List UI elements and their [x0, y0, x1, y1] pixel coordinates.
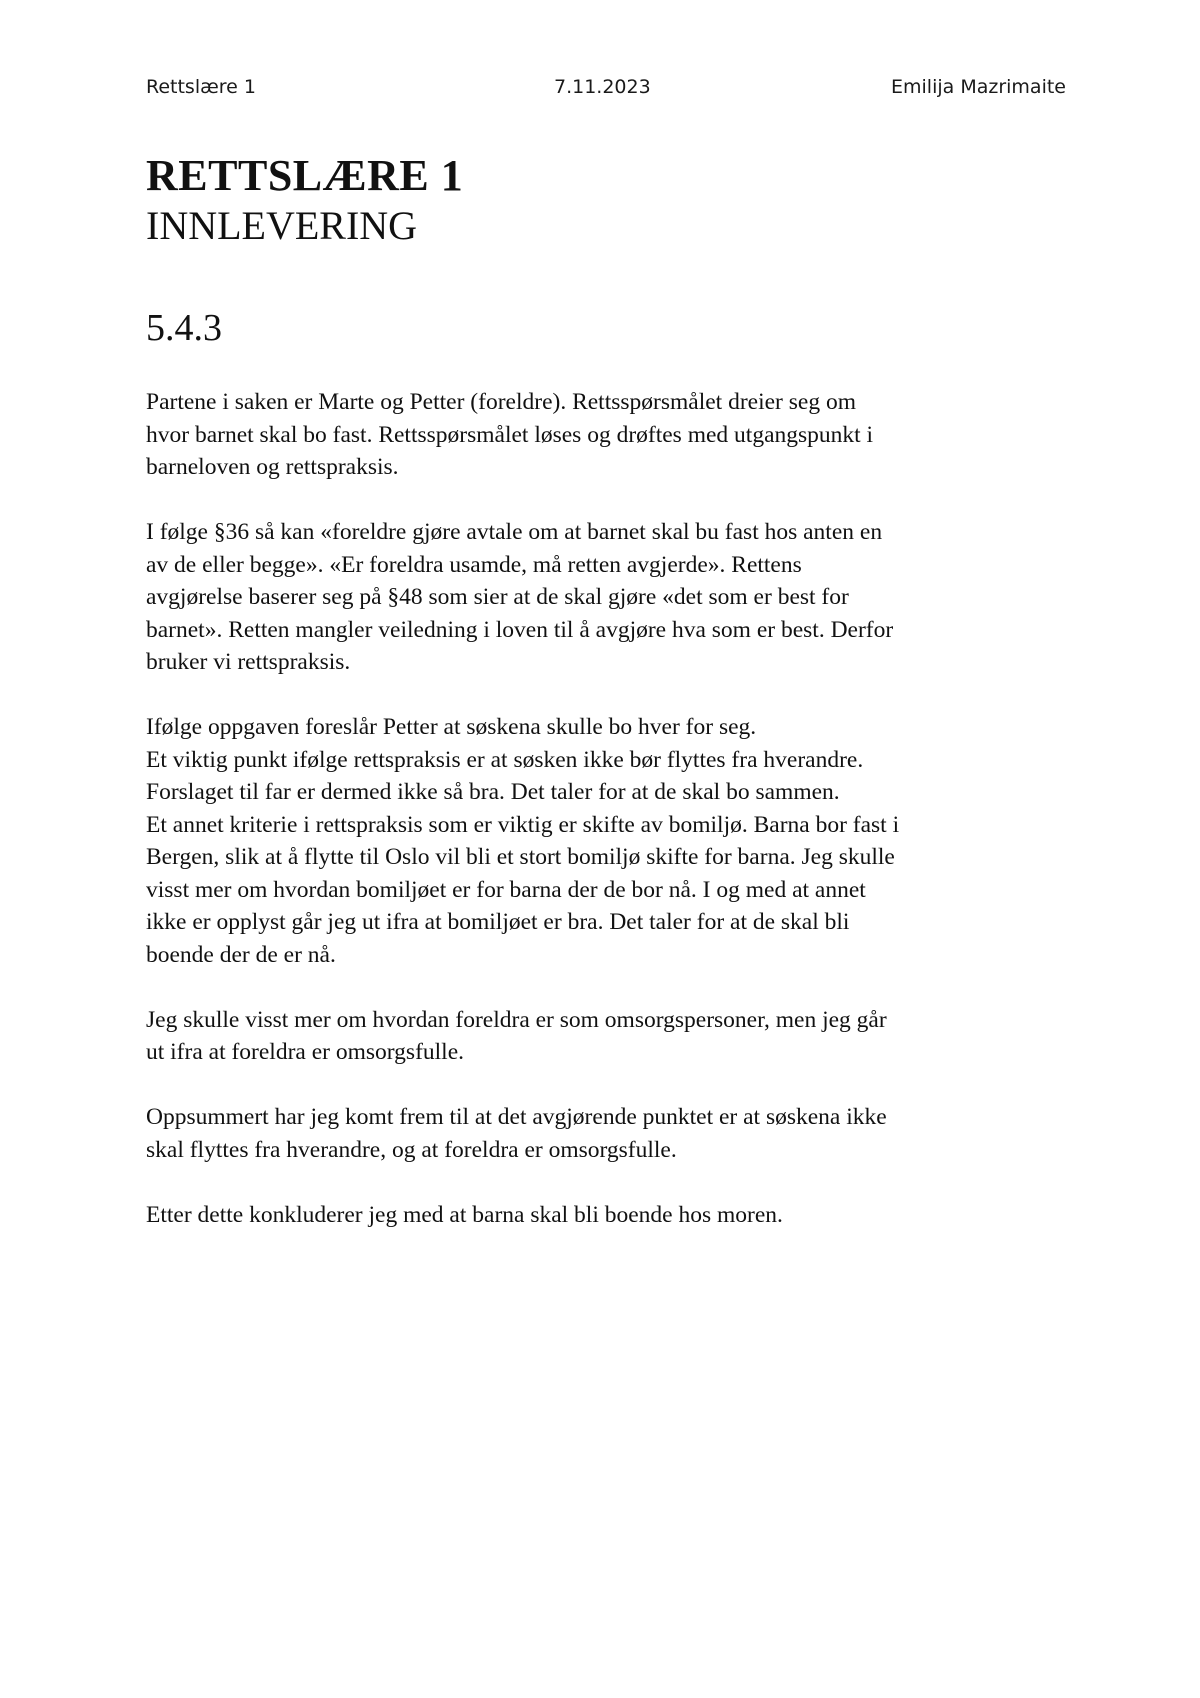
text-line: Et viktig punkt ifølge rettspraksis er at søsken ikke bør flyttes fra hverandre.	[146, 746, 864, 773]
text-line: bruker vi rettspraksis.	[146, 649, 351, 675]
header-course: Rettslære 1	[146, 76, 256, 98]
text-line: skal flyttes fra hverandre, og at foreldra er omsorgsfulle.	[146, 1136, 677, 1163]
text-line: visst mer om hvordan bomiljøet er for barna der de bor nå. I og med at annet	[146, 876, 866, 903]
text-line: barnet». Retten mangler veiledning i loven til å avgjøre hva som er best. Derfor	[146, 616, 894, 643]
text-line: Oppsummert har jeg komt frem til at det avgjørende punktet er at søskena ikke	[146, 1104, 887, 1130]
text-line: avgjørelse baserer seg på §48 som sier at de skal gjøre «det som er best for	[146, 584, 849, 610]
text-line: I følge §36 så kan «foreldre gjøre avtale om at barnet skal bu fast hos anten en	[146, 519, 883, 545]
text-line: barneloven og rettspraksis.	[146, 454, 399, 480]
paragraph	[146, 1199, 1076, 1232]
text-line: Bergen, slik at å flytte til Oslo vil bli et stort bomiljø skifte for barna. Jeg skulle	[146, 844, 895, 870]
text-line: boende der de er nå.	[146, 941, 336, 968]
header-date: 7.11.2023	[554, 76, 651, 98]
document-body	[146, 386, 1076, 1264]
header-author: Emilija Mazrimaite	[891, 76, 1066, 98]
paragraph	[146, 516, 1076, 679]
text-line: Jeg skulle visst mer om hvordan foreldra er som omsorgspersoner, men jeg går	[146, 1006, 887, 1033]
paragraph	[146, 711, 1076, 971]
paragraph	[146, 1101, 1076, 1166]
paragraph	[146, 386, 1076, 484]
paragraph	[146, 1004, 1076, 1069]
section-heading: 5.4.3	[146, 307, 222, 349]
page-header	[146, 76, 1066, 106]
document-title: RETTSLÆRE 1	[146, 151, 464, 200]
text-line: ikke er opplyst går jeg ut ifra at bomiljøet er bra. Det taler for at de skal bli	[146, 909, 850, 935]
text-line: hvor barnet skal bo fast. Rettsspørsmålet løses og drøftes med utgangspunkt i	[146, 421, 874, 448]
text-line: Etter dette konkluderer jeg med at barna skal bli boende hos moren.	[146, 1201, 783, 1228]
text-line: Et annet kriterie i rettspraksis som er viktig er skifte av bomiljø. Barna bor fast i	[146, 811, 900, 838]
text-line: ut ifra at foreldra er omsorgsfulle.	[146, 1039, 465, 1065]
document-subtitle: INNLEVERING	[146, 203, 418, 248]
text-line: av de eller begge». «Er foreldra usamde, må retten avgjerde». Rettens	[146, 551, 802, 578]
text-line: Partene i saken er Marte og Petter (foreldre). Rettsspørsmålet dreier seg om	[146, 389, 856, 415]
text-line: Ifølge oppgaven foreslår Petter at søskena skulle bo hver for seg.	[146, 714, 757, 740]
text-line: Forslaget til far er dermed ikke så bra. Det taler for at de skal bo sammen.	[146, 779, 840, 805]
